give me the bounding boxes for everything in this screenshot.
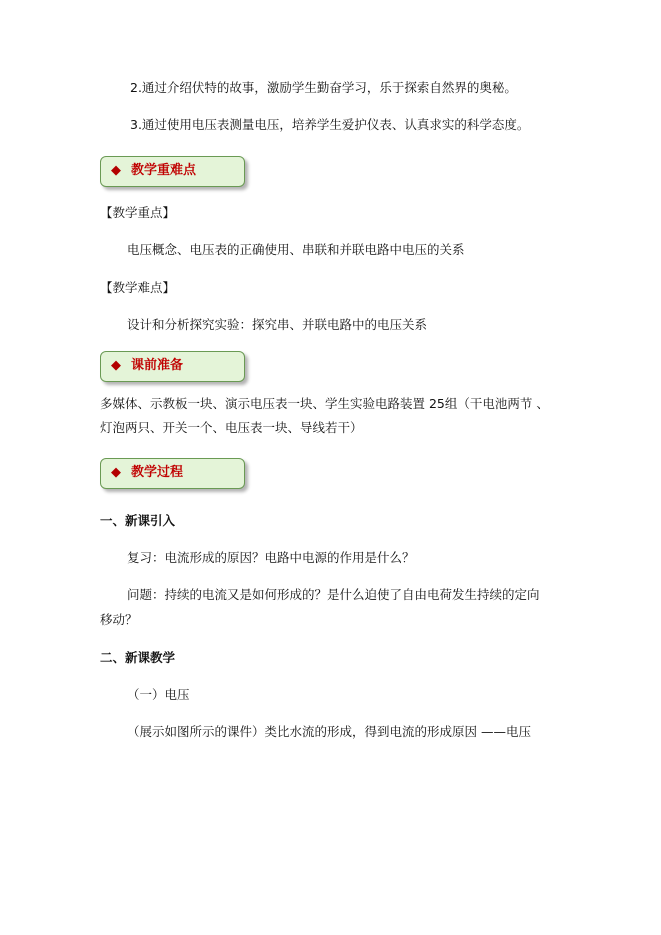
objective-3: 3.通过使用电压表测量电压，培养学生爱护仪表、认真求实的科学态度。 xyxy=(130,117,530,132)
sub-text: （展示如图所示的课件）类比水流的形成，得到电流的形成原因 ——电压 xyxy=(127,724,531,739)
diamond-bullet-icon: ◆ xyxy=(111,465,121,480)
focus-label: 【教学重点】 xyxy=(100,205,176,220)
review-text: 复习：电流形成的原因？电路中电源的作用是什么？ xyxy=(127,550,415,565)
diamond-bullet-icon: ◆ xyxy=(111,163,121,178)
focus-text: 电压概念、电压表的正确使用、串联和并联电路中电压的关系 xyxy=(127,242,465,257)
objective-2: 2.通过介绍伏特的故事，激励学生勤奋学习，乐于探索自然界的奥秘。 xyxy=(130,80,517,95)
section-badge-preparation xyxy=(100,351,245,382)
teach-heading: 二、新课教学 xyxy=(100,650,176,665)
intro-heading: 一、新课引入 xyxy=(100,513,176,528)
section-title: 教学过程 xyxy=(131,465,184,480)
question-line-2: 移动？ xyxy=(100,612,138,627)
question-line-1: 问题：持续的电流又是如何形成的？是什么迫使了自由电荷发生持续的定向 xyxy=(127,587,540,602)
section-badge-key-points xyxy=(100,156,245,187)
difficulty-label: 【教学难点】 xyxy=(100,280,176,295)
section-title: 教学重难点 xyxy=(131,163,197,178)
prep-line-2: 灯泡两只、开关一个、电压表一块、导线若干） xyxy=(100,420,363,435)
section-badge-process xyxy=(100,458,245,489)
diamond-bullet-icon: ◆ xyxy=(111,358,121,373)
difficulty-text: 设计和分析探究实验：探究串、并联电路中的电压关系 xyxy=(127,317,428,332)
prep-line-1: 多媒体、示教板一块、演示电压表一块、学生实验电路装置 25组（干电池两节 、 xyxy=(100,396,549,411)
section-title: 课前准备 xyxy=(131,358,184,373)
sub-heading: （一）电压 xyxy=(127,687,190,702)
